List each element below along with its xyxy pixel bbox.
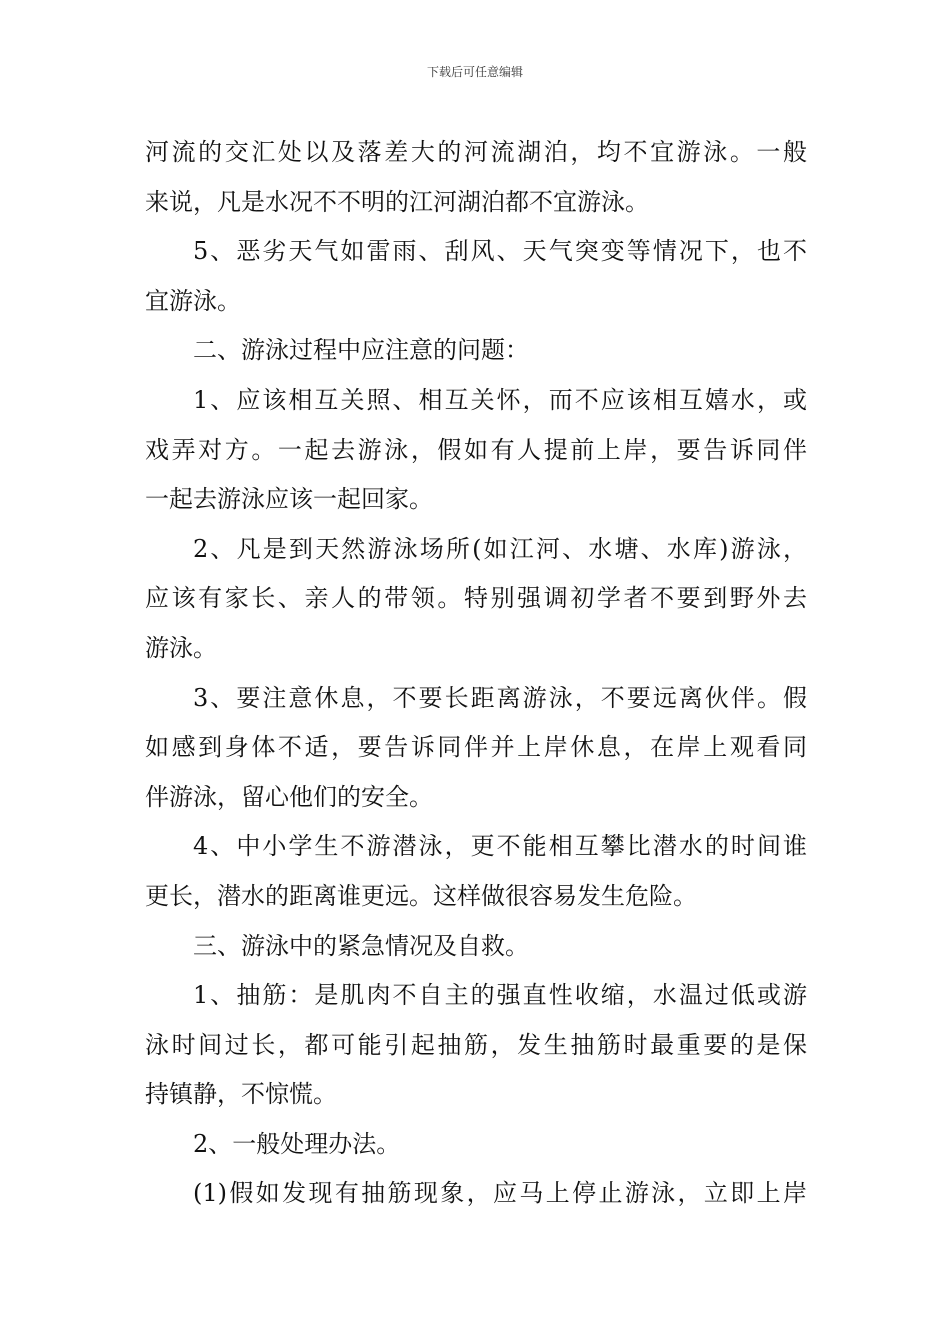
text-line: 游泳。: [145, 633, 217, 662]
paragraph-start-line: 1、抽筋：是肌肉不自主的强直性收缩，水温过低或游: [193, 981, 807, 1010]
page-header: 下载后可任意编辑: [426, 65, 523, 79]
paragraph-start-line: 2、凡是到天然游泳场所(如江河、水塘、水库)游泳，: [193, 534, 807, 563]
text-line: 伴游泳，留心他们的安全。: [145, 782, 433, 811]
text-line: 更长，潜水的距离谁更远。这样做很容易发生危险。: [145, 881, 697, 910]
text-line: 河流的交汇处以及落差大的河流湖泊，均不宜游泳。一般: [145, 138, 807, 166]
text-line: 来说，凡是水况不不明的江河湖泊都不宜游泳。: [145, 187, 649, 216]
text-line: 如感到身体不适，要告诉同伴并上岸休息，在岸上观看同: [145, 733, 807, 762]
paragraph-start-line: 5、恶劣天气如雷雨、刮风、天气突变等情况下，也不: [193, 237, 807, 266]
paragraph-start-line: 3、要注意休息，不要长距离游泳，不要远离伙伴。假: [193, 683, 807, 712]
paragraph-start-line: 1、应该相互关照、相互关怀，而不应该相互嬉水，或: [193, 385, 807, 414]
paragraph-start-line: 2、一般处理办法。: [193, 1129, 401, 1158]
text-line: 宜游泳。: [145, 286, 241, 315]
paragraph-start-line: (1)假如发现有抽筋现象，应马上停止游泳，立即上岸: [193, 1179, 807, 1208]
paragraph-start-line: 4、中小学生不游潜泳，更不能相互攀比潜水的时间谁: [193, 832, 807, 861]
section-heading: 二、游泳过程中应注意的问题：: [193, 336, 529, 365]
text-line: 一起去游泳应该一起回家。: [145, 485, 433, 514]
section-heading: 三、游泳中的紧急情况及自救。: [193, 931, 529, 960]
text-line: 应该有家长、亲人的带领。特别强调初学者不要到野外去: [145, 584, 807, 613]
text-line: 泳时间过长，都可能引起抽筋，发生抽筋时最重要的是保: [145, 1030, 807, 1059]
text-line: 戏弄对方。一起去游泳，假如有人提前上岸，要告诉同伴: [145, 435, 807, 464]
text-line: 持镇静，不惊慌。: [145, 1080, 337, 1109]
document-body: [145, 128, 807, 1219]
